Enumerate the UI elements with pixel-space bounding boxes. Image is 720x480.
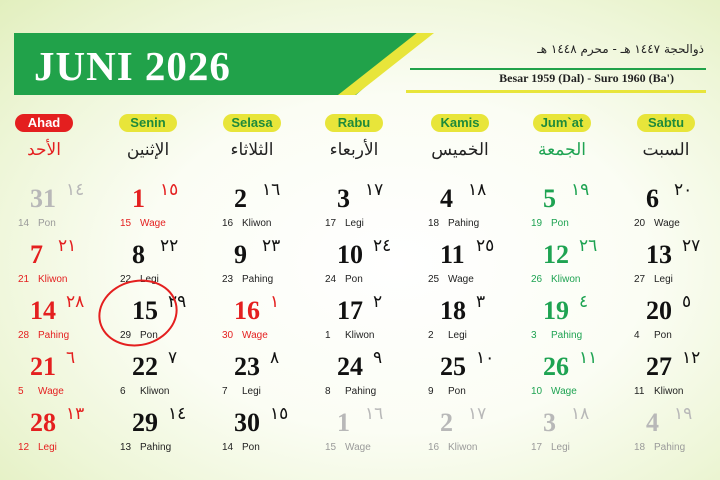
date-cell[interactable] bbox=[531, 236, 631, 295]
date-cell[interactable] bbox=[325, 348, 425, 407]
hijri-date: ٢٦ bbox=[579, 236, 598, 256]
date-cell[interactable] bbox=[18, 180, 118, 239]
pasaran-label bbox=[325, 385, 376, 399]
date-cell[interactable] bbox=[325, 292, 425, 351]
day-arabic-rabu: الأربعاء bbox=[329, 140, 379, 160]
hijri-day-number: 5 bbox=[18, 386, 24, 397]
hijri-date: ٢٣ bbox=[262, 236, 281, 256]
hijri-day-number: 16 bbox=[222, 218, 234, 229]
pasaran-name: Legi bbox=[242, 386, 261, 397]
pasaran-name: Legi bbox=[345, 218, 364, 229]
hijri-day-number: 22 bbox=[120, 274, 132, 285]
pasaran-name: Legi bbox=[38, 442, 57, 453]
date-number: 2 bbox=[440, 408, 453, 437]
hijri-day-number: 4 bbox=[634, 330, 640, 341]
pasaran-label bbox=[634, 217, 680, 231]
date-number: 15 bbox=[132, 296, 158, 325]
pasaran-label bbox=[325, 329, 374, 343]
date-cell[interactable] bbox=[531, 180, 631, 239]
date-number: 17 bbox=[337, 296, 363, 325]
hijri-date: ١٩ bbox=[571, 180, 590, 200]
pasaran-name: Pon bbox=[654, 330, 672, 341]
pasaran-label bbox=[18, 329, 69, 343]
hijri-day-number: 25 bbox=[428, 274, 440, 285]
day-arabic-jumat: الجمعة bbox=[537, 140, 587, 160]
pasaran-name: Pon bbox=[345, 274, 363, 285]
date-cell[interactable] bbox=[18, 404, 118, 463]
pasaran-label bbox=[120, 441, 171, 455]
date-cell[interactable] bbox=[325, 404, 425, 463]
hijri-date: ٩ bbox=[373, 348, 383, 368]
hijri-date: ١٢ bbox=[682, 348, 701, 368]
pasaran-name: Pahing bbox=[345, 386, 377, 397]
date-cell[interactable] bbox=[120, 348, 220, 407]
pasaran-name: Wage bbox=[448, 274, 474, 285]
day-header-kamis: Kamis bbox=[431, 114, 489, 132]
date-cell[interactable] bbox=[531, 348, 631, 407]
pasaran-name: Kliwon bbox=[345, 330, 375, 341]
hijri-day-number: 27 bbox=[634, 274, 646, 285]
date-number: 5 bbox=[543, 184, 556, 213]
header-underline bbox=[406, 90, 706, 93]
date-cell[interactable] bbox=[120, 180, 220, 239]
date-number: 20 bbox=[646, 296, 672, 325]
day-header-senin: Senin bbox=[119, 114, 177, 132]
date-cell[interactable] bbox=[634, 236, 720, 295]
hijri-date: ١٩ bbox=[674, 404, 693, 424]
hijri-date: ٢٥ bbox=[476, 236, 495, 256]
hijri-date: ٢٠ bbox=[674, 180, 693, 200]
pasaran-label bbox=[428, 329, 467, 343]
date-cell[interactable] bbox=[325, 180, 425, 239]
date-number: 4 bbox=[646, 408, 659, 437]
hijri-day-number: 1 bbox=[325, 330, 331, 341]
hijri-date: ١٥ bbox=[270, 404, 289, 424]
pasaran-label bbox=[634, 385, 683, 399]
date-number: 23 bbox=[234, 352, 260, 381]
date-number: 3 bbox=[337, 184, 350, 213]
date-cell[interactable] bbox=[222, 236, 322, 295]
date-number: 2 bbox=[234, 184, 247, 213]
pasaran-label bbox=[325, 273, 363, 287]
day-header-ahad: Ahad bbox=[15, 114, 73, 132]
date-number: 30 bbox=[234, 408, 260, 437]
date-cell[interactable] bbox=[531, 404, 631, 463]
day-arabic-senin: الإثنين bbox=[126, 140, 170, 160]
date-number: 21 bbox=[30, 352, 56, 381]
date-number: 22 bbox=[132, 352, 158, 381]
pasaran-label bbox=[222, 385, 261, 399]
date-number: 1 bbox=[132, 184, 145, 213]
hijri-day-number: 24 bbox=[325, 274, 337, 285]
hijri-date: ٦ bbox=[66, 348, 76, 368]
date-number: 24 bbox=[337, 352, 363, 381]
date-cell[interactable] bbox=[325, 236, 425, 295]
pasaran-name: Kliwon bbox=[242, 218, 272, 229]
pasaran-label bbox=[634, 441, 685, 455]
pasaran-label bbox=[120, 385, 169, 399]
hijri-date: ١٠ bbox=[476, 348, 495, 368]
pasaran-name: Legi bbox=[448, 330, 467, 341]
hijri-day-number: 18 bbox=[634, 442, 646, 453]
pasaran-name: Pon bbox=[551, 218, 569, 229]
hijri-date: ١ bbox=[270, 292, 280, 312]
header-divider bbox=[410, 68, 706, 70]
hijri-day-number: 3 bbox=[531, 330, 537, 341]
hijri-day-number: 14 bbox=[222, 442, 234, 453]
pasaran-label bbox=[222, 217, 271, 231]
hijri-date: ١٥ bbox=[160, 180, 179, 200]
day-header-jumat: Jum`at bbox=[533, 114, 591, 132]
date-number: 11 bbox=[440, 240, 465, 269]
pasaran-name: Pahing bbox=[551, 330, 583, 341]
pasaran-name: Pahing bbox=[448, 218, 480, 229]
pasaran-label bbox=[428, 217, 479, 231]
date-number: 4 bbox=[440, 184, 453, 213]
pasaran-name: Kliwon bbox=[551, 274, 581, 285]
date-cell[interactable] bbox=[634, 404, 720, 463]
hijri-date: ٢٢ bbox=[160, 236, 179, 256]
pasaran-name: Pahing bbox=[140, 442, 172, 453]
pasaran-label bbox=[531, 385, 577, 399]
date-number: 26 bbox=[543, 352, 569, 381]
hijri-date: ٥ bbox=[682, 292, 692, 312]
date-cell[interactable] bbox=[634, 348, 720, 407]
date-number: 12 bbox=[543, 240, 569, 269]
day-header-sabtu: Sabtu bbox=[637, 114, 695, 132]
pasaran-label bbox=[531, 329, 582, 343]
date-cell[interactable] bbox=[428, 236, 528, 295]
hijri-day-number: 12 bbox=[18, 442, 30, 453]
day-arabic-sabtu: السبت bbox=[642, 140, 690, 160]
pasaran-name: Kliwon bbox=[654, 386, 684, 397]
hijri-date: ٢ bbox=[373, 292, 383, 312]
date-cell[interactable] bbox=[634, 292, 720, 351]
pasaran-name: Pahing bbox=[38, 330, 70, 341]
pasaran-label bbox=[325, 441, 371, 455]
date-number: 25 bbox=[440, 352, 466, 381]
day-header-selasa: Selasa bbox=[223, 114, 281, 132]
hijri-day-number: 11 bbox=[634, 386, 645, 397]
date-cell[interactable] bbox=[428, 404, 528, 463]
hijri-date: ١٨ bbox=[468, 180, 487, 200]
hijri-date: ٨ bbox=[270, 348, 280, 368]
pasaran-label bbox=[18, 273, 67, 287]
hijri-date: ١٦ bbox=[262, 180, 281, 200]
hijri-month-label: ذوالحجة ١٤٤٧ هـ - محرم ١٤٤٨ هـ bbox=[537, 42, 704, 56]
hijri-date: ١٤ bbox=[66, 180, 85, 200]
hijri-date: ١٨ bbox=[571, 404, 590, 424]
date-cell[interactable] bbox=[531, 292, 631, 351]
hijri-day-number: 29 bbox=[120, 330, 132, 341]
hijri-day-number: 13 bbox=[120, 442, 132, 453]
hijri-day-number: 17 bbox=[531, 442, 543, 453]
hijri-day-number: 14 bbox=[18, 218, 30, 229]
date-number: 28 bbox=[30, 408, 56, 437]
pasaran-name: Legi bbox=[551, 442, 570, 453]
pasaran-name: Pahing bbox=[242, 274, 274, 285]
hijri-date: ١٣ bbox=[66, 404, 85, 424]
pasaran-name: Wage bbox=[551, 386, 577, 397]
pasaran-name: Wage bbox=[654, 218, 680, 229]
pasaran-name: Kliwon bbox=[38, 274, 68, 285]
date-number: 7 bbox=[30, 240, 43, 269]
date-number: 9 bbox=[234, 240, 247, 269]
hijri-day-number: 17 bbox=[325, 218, 337, 229]
day-arabic-ahad: الأحد bbox=[27, 140, 61, 160]
pasaran-label bbox=[18, 441, 57, 455]
hijri-day-number: 26 bbox=[531, 274, 543, 285]
hijri-day-number: 10 bbox=[531, 386, 543, 397]
date-number: 1 bbox=[337, 408, 350, 437]
pasaran-name: Wage bbox=[345, 442, 371, 453]
date-cell[interactable] bbox=[222, 180, 322, 239]
hijri-date: ١٦ bbox=[365, 404, 384, 424]
hijri-date: ١٤ bbox=[168, 404, 187, 424]
pasaran-name: Kliwon bbox=[448, 442, 478, 453]
date-cell[interactable] bbox=[222, 292, 322, 351]
hijri-day-number: 28 bbox=[18, 330, 30, 341]
date-number: 8 bbox=[132, 240, 145, 269]
pasaran-label bbox=[222, 273, 273, 287]
date-cell[interactable] bbox=[428, 180, 528, 239]
date-cell[interactable] bbox=[222, 348, 322, 407]
hijri-date: ٤ bbox=[579, 292, 589, 312]
day-header-rabu: Rabu bbox=[325, 114, 383, 132]
hijri-date: ٧ bbox=[168, 348, 178, 368]
hijri-day-number: 30 bbox=[222, 330, 234, 341]
hijri-date: ٢٧ bbox=[682, 236, 701, 256]
hijri-day-number: 15 bbox=[120, 218, 132, 229]
date-number: 6 bbox=[646, 184, 659, 213]
hijri-day-number: 19 bbox=[531, 218, 543, 229]
pasaran-label bbox=[428, 441, 477, 455]
day-arabic-kamis: الخميس bbox=[431, 140, 489, 160]
pasaran-label bbox=[428, 273, 474, 287]
pasaran-label bbox=[222, 329, 268, 343]
pasaran-name: Pon bbox=[448, 386, 466, 397]
hijri-day-number: 6 bbox=[120, 386, 126, 397]
hijri-date: ٢١ bbox=[58, 236, 77, 256]
hijri-date: ٢٤ bbox=[373, 236, 392, 256]
pasaran-name: Pon bbox=[38, 218, 56, 229]
pasaran-name: Pon bbox=[140, 330, 158, 341]
month-title: JUNI 2026 bbox=[34, 43, 231, 89]
pasaran-name: Wage bbox=[38, 386, 64, 397]
hijri-day-number: 18 bbox=[428, 218, 440, 229]
hijri-date: ٣ bbox=[476, 292, 486, 312]
hijri-day-number: 7 bbox=[222, 386, 228, 397]
hijri-date: ١٧ bbox=[365, 180, 384, 200]
hijri-day-number: 8 bbox=[325, 386, 331, 397]
date-number: 27 bbox=[646, 352, 672, 381]
hijri-date: ١٧ bbox=[468, 404, 487, 424]
hijri-day-number: 23 bbox=[222, 274, 234, 285]
hijri-day-number: 21 bbox=[18, 274, 30, 285]
date-number: 16 bbox=[234, 296, 260, 325]
hijri-date: ١١ bbox=[579, 348, 598, 368]
pasaran-label bbox=[18, 217, 56, 231]
pasaran-name: Pahing bbox=[654, 442, 686, 453]
date-number: 14 bbox=[30, 296, 56, 325]
pasaran-name: Pon bbox=[242, 442, 260, 453]
hijri-day-number: 15 bbox=[325, 442, 337, 453]
pasaran-label bbox=[531, 441, 570, 455]
date-cell[interactable] bbox=[18, 236, 118, 295]
date-cell[interactable] bbox=[634, 180, 720, 239]
date-number: 18 bbox=[440, 296, 466, 325]
pasaran-name: Legi bbox=[140, 274, 159, 285]
date-number: 29 bbox=[132, 408, 158, 437]
pasaran-label bbox=[120, 217, 166, 231]
pasaran-label bbox=[222, 441, 260, 455]
pasaran-name: Kliwon bbox=[140, 386, 170, 397]
hijri-date: ٢٨ bbox=[66, 292, 85, 312]
pasaran-label bbox=[18, 385, 64, 399]
pasaran-label bbox=[634, 329, 672, 343]
date-cell[interactable] bbox=[428, 348, 528, 407]
hijri-day-number: 16 bbox=[428, 442, 440, 453]
date-cell[interactable] bbox=[18, 348, 118, 407]
day-arabic-selasa: الثلاثاء bbox=[230, 140, 274, 160]
pasaran-label bbox=[531, 217, 569, 231]
hijri-day-number: 2 bbox=[428, 330, 434, 341]
pasaran-name: Wage bbox=[242, 330, 268, 341]
javanese-month-label: Besar 1959 (Dal) - Suro 1960 (Ba') bbox=[499, 71, 674, 85]
date-cell[interactable] bbox=[428, 292, 528, 351]
date-number: 31 bbox=[30, 184, 56, 213]
pasaran-label bbox=[325, 217, 364, 231]
pasaran-label bbox=[634, 273, 673, 287]
pasaran-label bbox=[428, 385, 466, 399]
hijri-day-number: 9 bbox=[428, 386, 434, 397]
date-cell[interactable] bbox=[222, 404, 322, 463]
pasaran-name: Wage bbox=[140, 218, 166, 229]
hijri-date: ٢٩ bbox=[168, 292, 187, 312]
date-number: 19 bbox=[543, 296, 569, 325]
pasaran-label bbox=[531, 273, 580, 287]
date-number: 3 bbox=[543, 408, 556, 437]
date-number: 13 bbox=[646, 240, 672, 269]
hijri-day-number: 20 bbox=[634, 218, 646, 229]
pasaran-name: Legi bbox=[654, 274, 673, 285]
date-number: 10 bbox=[337, 240, 363, 269]
date-cell[interactable] bbox=[120, 404, 220, 463]
